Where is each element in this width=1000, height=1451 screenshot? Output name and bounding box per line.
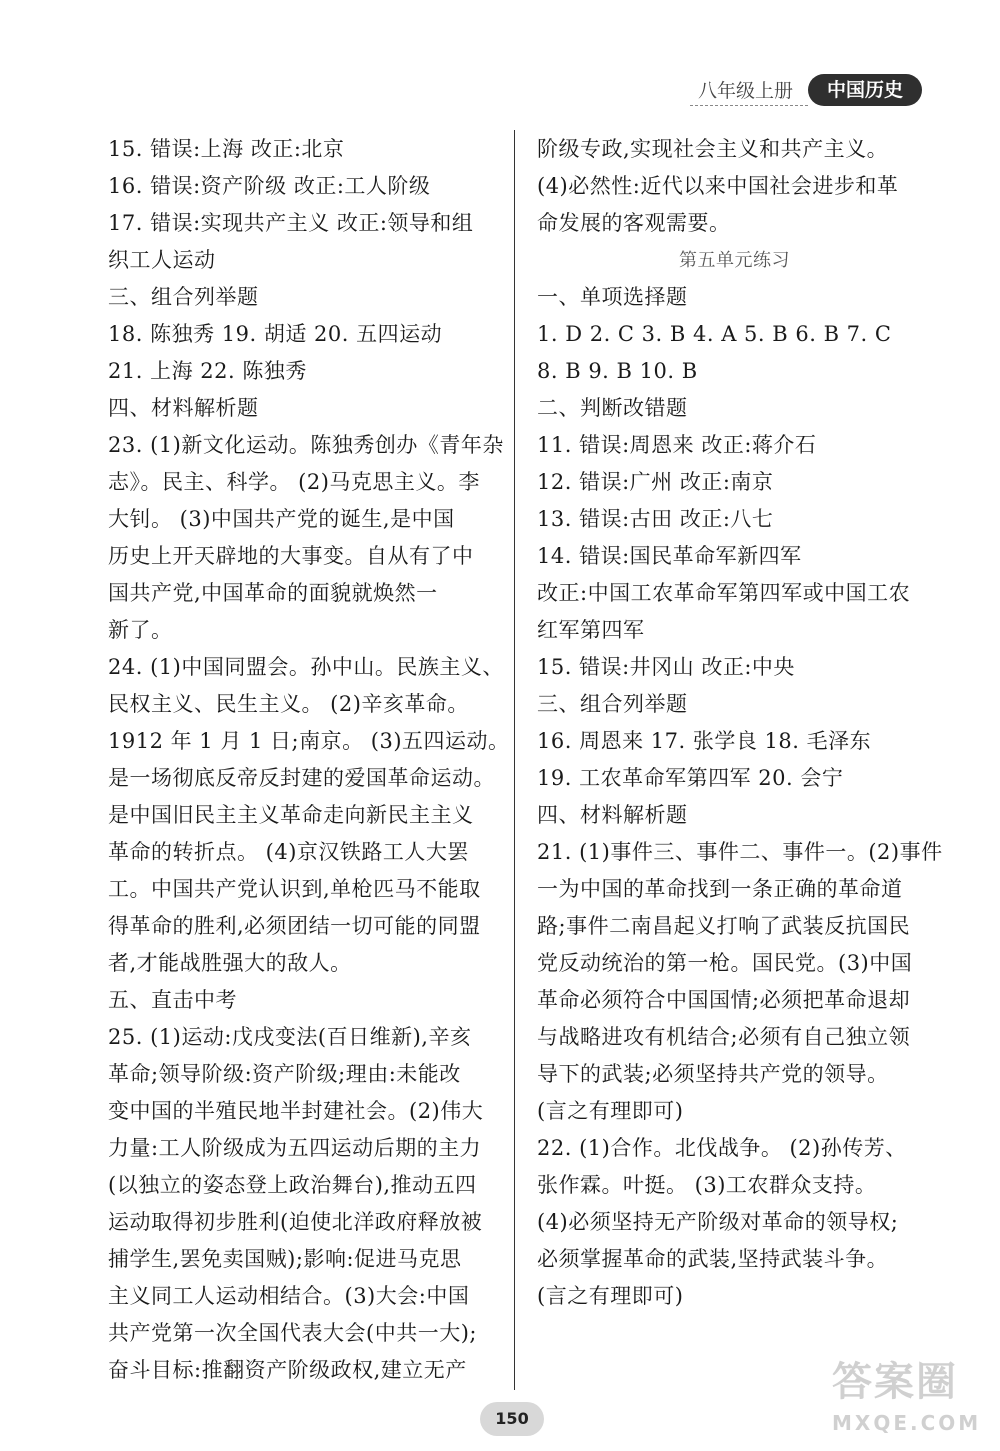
answer-line: 15. 错误:上海 改正:北京 — [108, 137, 345, 161]
answer-line: 捕学生,罢免卖国贼);影响:促进马克思 — [108, 1247, 462, 1271]
answer-line: 路;事件二南昌起义打响了武装反抗国民 — [537, 914, 911, 938]
answer-line: 与战略进攻有机结合;必须有自己独立领 — [537, 1025, 911, 1049]
answer-line: 变中国的半殖民地半封建社会。(2)伟大 — [108, 1099, 484, 1123]
answer-line: 大钊。 (3)中国共产党的诞生,是中国 — [108, 507, 455, 531]
answer-line: 14. 错误:国民革命军新四军 — [537, 544, 802, 568]
answer-line: 民权主义、民生主义。 (2)辛亥革命。 — [108, 692, 469, 716]
answer-line: 力量:工人阶级成为五四运动后期的主力 — [108, 1136, 482, 1160]
watermark-url: MXQE.COM — [832, 1411, 982, 1435]
section-heading: 二、判断改错题 — [537, 396, 688, 420]
left-column — [108, 131, 510, 1389]
answer-line: 红军第四军 — [537, 618, 645, 642]
answer-line: 阶级专政,实现社会主义和共产主义。 — [537, 137, 889, 161]
answer-line: 18. 陈独秀 19. 胡适 20. 五四运动 — [108, 322, 443, 346]
section-heading: 五、直击中考 — [108, 988, 237, 1012]
answer-line: 运动取得初步胜利(迫使北洋政府释放被 — [108, 1210, 483, 1234]
answer-line: 22. (1)合作。北伐战争。 (2)孙传芳、 — [537, 1136, 907, 1160]
answer-line: 1. D 2. C 3. B 4. A 5. B 6. B 7. C — [537, 322, 892, 346]
answer-line: (4)必须坚持无产阶级对革命的领导权; — [537, 1210, 899, 1234]
page-header — [690, 74, 930, 108]
answer-line: 革命的转折点。 (4)京汉铁路工人大罢 — [108, 840, 469, 864]
answer-line: 新了。 — [108, 618, 173, 642]
section-heading: 三、组合列举题 — [108, 285, 259, 309]
answer-line: 党反动统治的第一枪。国民党。(3)中国 — [537, 951, 913, 975]
answer-line: 织工人运动 — [108, 248, 216, 272]
answer-line: 一为中国的革命找到一条正确的革命道 — [537, 877, 903, 901]
answer-line: 奋斗目标:推翻资产阶级政权,建立无产 — [108, 1358, 467, 1382]
answer-line: 必须掌握革命的武装,坚持武装斗争。 — [537, 1247, 889, 1271]
answer-line: 志》。民主、科学。 (2)马克思主义。李 — [108, 470, 480, 494]
answer-line: (4)必然性:近代以来中国社会进步和革 — [537, 174, 899, 198]
answer-line: 8. B 9. B 10. B — [537, 359, 698, 383]
answer-line: 12. 错误:广州 改正:南京 — [537, 470, 774, 494]
answer-line: 是一场彻底反帝反封建的爱国革命运动。 — [108, 766, 495, 790]
page-number: 150 — [480, 1402, 544, 1436]
watermark-text: 答案圈 — [832, 1359, 958, 1405]
answer-line: 改正:中国工农革命军第四军或中国工农 — [537, 581, 911, 605]
answer-line: 共产党第一次全国代表大会(中共一大); — [108, 1321, 477, 1345]
answer-line: 11. 错误:周恩来 改正:蒋介石 — [537, 433, 817, 457]
answer-line: 是中国旧民主主义革命走向新民主主义 — [108, 803, 474, 827]
answer-line: (言之有理即可) — [537, 1284, 684, 1308]
answer-line: 张作霖。叶挺。 (3)工农群众支持。 — [537, 1173, 877, 1197]
column-divider — [514, 130, 515, 1390]
section-heading: 四、材料解析题 — [537, 803, 688, 827]
answer-line: 1912 年 1 月 1 日;南京。 (3)五四运动。 — [108, 729, 510, 753]
unit-title: 第五单元练习 — [679, 250, 790, 271]
answer-line: 24. (1)中国同盟会。孙中山。民族主义、 — [108, 655, 504, 679]
answer-line: 命发展的客观需要。 — [537, 211, 731, 235]
right-column — [537, 131, 943, 1315]
answer-line: 导下的武装;必须坚持共产党的领导。 — [537, 1062, 889, 1086]
answer-line: 23. (1)新文化运动。陈独秀创办《青年杂 — [108, 433, 504, 457]
answer-line: 革命;领导阶级:资产阶级;理由:未能改 — [108, 1062, 461, 1086]
answer-line: 15. 错误:井冈山 改正:中央 — [537, 655, 795, 679]
answer-line: 历史上开天辟地的大事变。自从有了中 — [108, 544, 474, 568]
section-heading: 四、材料解析题 — [108, 396, 259, 420]
section-heading: 三、组合列举题 — [537, 692, 688, 716]
answer-line: (言之有理即可) — [537, 1099, 684, 1123]
answer-line: 16. 错误:资产阶级 改正:工人阶级 — [108, 174, 431, 198]
answer-line: 17. 错误:实现共产主义 改正:领导和组 — [108, 211, 474, 235]
answer-line: 革命必须符合中国国情;必须把革命退却 — [537, 988, 911, 1012]
grade-label: 八年级上册 — [698, 80, 794, 102]
answer-line: 得革命的胜利,必须团结一切可能的同盟 — [108, 914, 481, 938]
section-heading: 一、单项选择题 — [537, 285, 688, 309]
answer-line: 21. 上海 22. 陈独秀 — [108, 359, 307, 383]
header-rule — [690, 105, 808, 106]
subject-badge: 中国历史 — [808, 74, 922, 106]
answer-line: 工。中国共产党认识到,单枪匹马不能取 — [108, 877, 481, 901]
answer-line: 21. (1)事件三、事件二、事件一。(2)事件 — [537, 840, 943, 864]
answer-line: (以独立的姿态登上政治舞台),推动五四 — [108, 1173, 477, 1197]
answer-line: 者,才能战胜强大的敌人。 — [108, 951, 352, 975]
answer-line: 主义同工人运动相结合。(3)大会:中国 — [108, 1284, 470, 1308]
answer-line: 国共产党,中国革命的面貌就焕然一 — [108, 581, 438, 605]
answer-line: 25. (1)运动:戊戌变法(百日维新),辛亥 — [108, 1025, 472, 1049]
watermark-logo — [832, 1350, 992, 1440]
answer-line: 16. 周恩来 17. 张学良 18. 毛泽东 — [537, 729, 872, 753]
answer-line: 19. 工农革命军第四军 20. 会宁 — [537, 766, 844, 790]
answer-line: 13. 错误:古田 改正:八七 — [537, 507, 774, 531]
